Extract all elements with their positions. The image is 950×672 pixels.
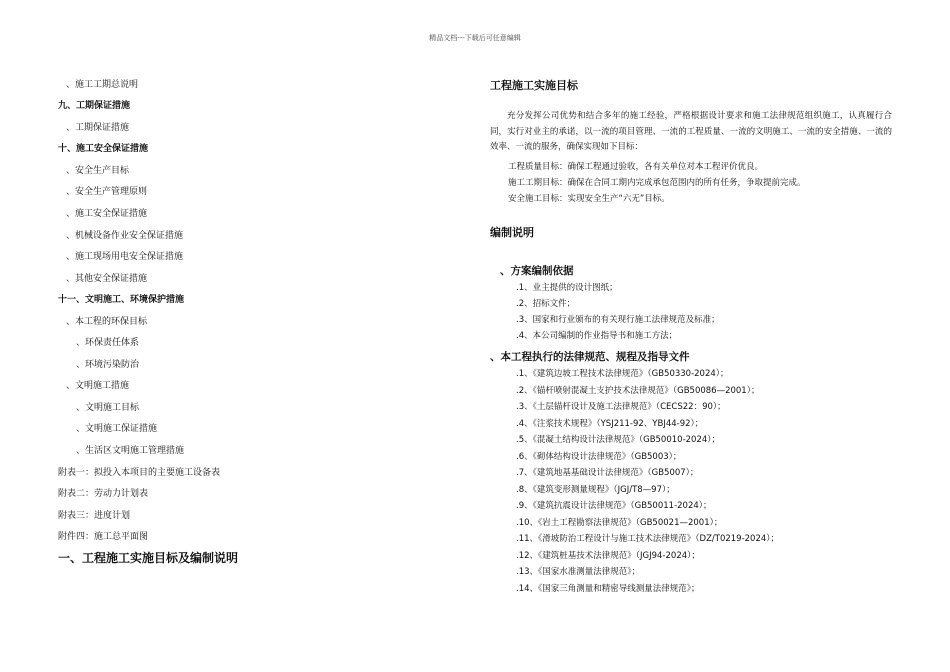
chapter-heading: 一、工程施工实施目标及编制说明 (58, 551, 239, 565)
toc-item: 附件四：施工总平面图 (58, 532, 149, 542)
norm-item: .7、《建筑地基基础设计法律规范》（GB5007）； (516, 468, 699, 478)
toc-item: 、文明施工保证措施 (76, 424, 158, 434)
basis-item: .2、招标文件； (516, 299, 576, 309)
norm-item: .2、《锚杆喷射混凝土支护技术法律规范》（GB50086—2001）； (516, 386, 760, 396)
toc-item: 、施工现场用电安全保证措施 (66, 252, 184, 262)
toc-item: 、环保责任体系 (76, 338, 140, 348)
toc-item: 、施工安全保证措施 (66, 209, 148, 219)
page-header: 精品文档---下载后可任意编辑 (429, 34, 521, 42)
norm-item: .6、《砌体结构设计法律规范》（GB5003）； (516, 452, 682, 462)
toc-item: 、工期保证措施 (66, 123, 130, 133)
intro-paragraph: 充分发挥公司优势和结合多年的施工经验，严格根据设计要求和施工法律规范组织施工，认真履行合同，实行对业主的承诺，以一流的项目管理、一流的工程质量、一流的文明施工、一流的安全措施、一流的效率、一流的服务，确保实现如下目标： (490, 111, 892, 152)
norm-item: .11、《滑坡防治工程设计与施工技术法律规范》（DZ/T0219-2024）； (516, 534, 780, 544)
toc-item: 、施工工期总说明 (66, 80, 139, 90)
section-title-targets: 工程施工实施目标 (490, 79, 578, 92)
toc-item: 、环境污染防治 (76, 360, 140, 370)
toc-item: 、本工程的环保目标 (66, 317, 148, 327)
toc-item: 、机械设备作业安全保证措施 (66, 231, 184, 241)
basis-title: 、方案编制依据 (500, 265, 574, 277)
section-title-notes: 编制说明 (490, 226, 534, 239)
norm-item: .12、《建筑桩基技术法律规范》（JGJ94-2024）； (516, 551, 700, 561)
norm-item: .1、《建筑边坡工程技术法律规范》（GB50330-2024）； (516, 369, 729, 379)
toc-item: 、文明施工措施 (66, 381, 130, 391)
toc-item: 、其他安全保证措施 (66, 274, 148, 284)
norm-item: .4、《注浆技术规程》（YSJ211-92、YBJ44-92）； (516, 419, 704, 429)
target-schedule: 施工工期目标：确保在合同工期内完成承包范围内的所有任务，争取提前完成。 (508, 178, 806, 188)
basis-item: .4、本公司编制的作业指导书和施工方法； (516, 331, 678, 341)
norm-item: .10、《岩土工程勘察法律规范》（GB50021—2001）； (516, 518, 723, 528)
toc-item: 附表二：劳动力计划表 (58, 489, 149, 499)
toc-item: 、安全生产管理原则 (66, 187, 148, 197)
basis-item: .3、国家和行业颁布的有关现行施工法律规范及标准； (516, 315, 720, 325)
target-quality: 工程质量目标：确保工程通过验收，各有关单位对本工程评价优良。 (508, 162, 764, 172)
toc-item: 、生活区文明施工管理措施 (76, 446, 185, 456)
norm-item: .3、《土层锚杆设计及施工法律规范》（CECS22：90）； (516, 402, 726, 412)
norm-item: .9、《建筑抗震设计法律规范》（GB50011-2024）； (516, 501, 712, 511)
norm-item: .14、《国家三角测量和精密导线测量法律规范》； (516, 584, 700, 594)
toc-item: 、安全生产目标 (66, 166, 130, 176)
toc-item: 九、工期保证措施 (58, 101, 131, 111)
toc-item: 、文明施工目标 (76, 403, 140, 413)
toc-item: 附表一：拟投入本项目的主要施工设备表 (58, 468, 221, 478)
norms-title: 、本工程执行的法律规范、规程及指导文件 (490, 351, 690, 363)
basis-item: .1、业主提供的设计图纸； (516, 283, 618, 293)
target-safety: 安全施工目标：实现安全生产“六无”目标。 (508, 194, 670, 204)
toc-item: 十、施工安全保证措施 (58, 144, 149, 154)
norm-item: .5、《混凝土结构设计法律规范》（GB50010-2024）； (516, 435, 721, 445)
toc-item: 附表三：进度计划 (58, 511, 131, 521)
norm-item: .8、《建筑变形测量规程》（JGJ/T8—97）； (516, 485, 675, 495)
norm-item: .13、《国家水准测量法律规范》； (516, 567, 641, 577)
toc-item: 十一、文明施工、环境保护措施 (58, 295, 185, 305)
